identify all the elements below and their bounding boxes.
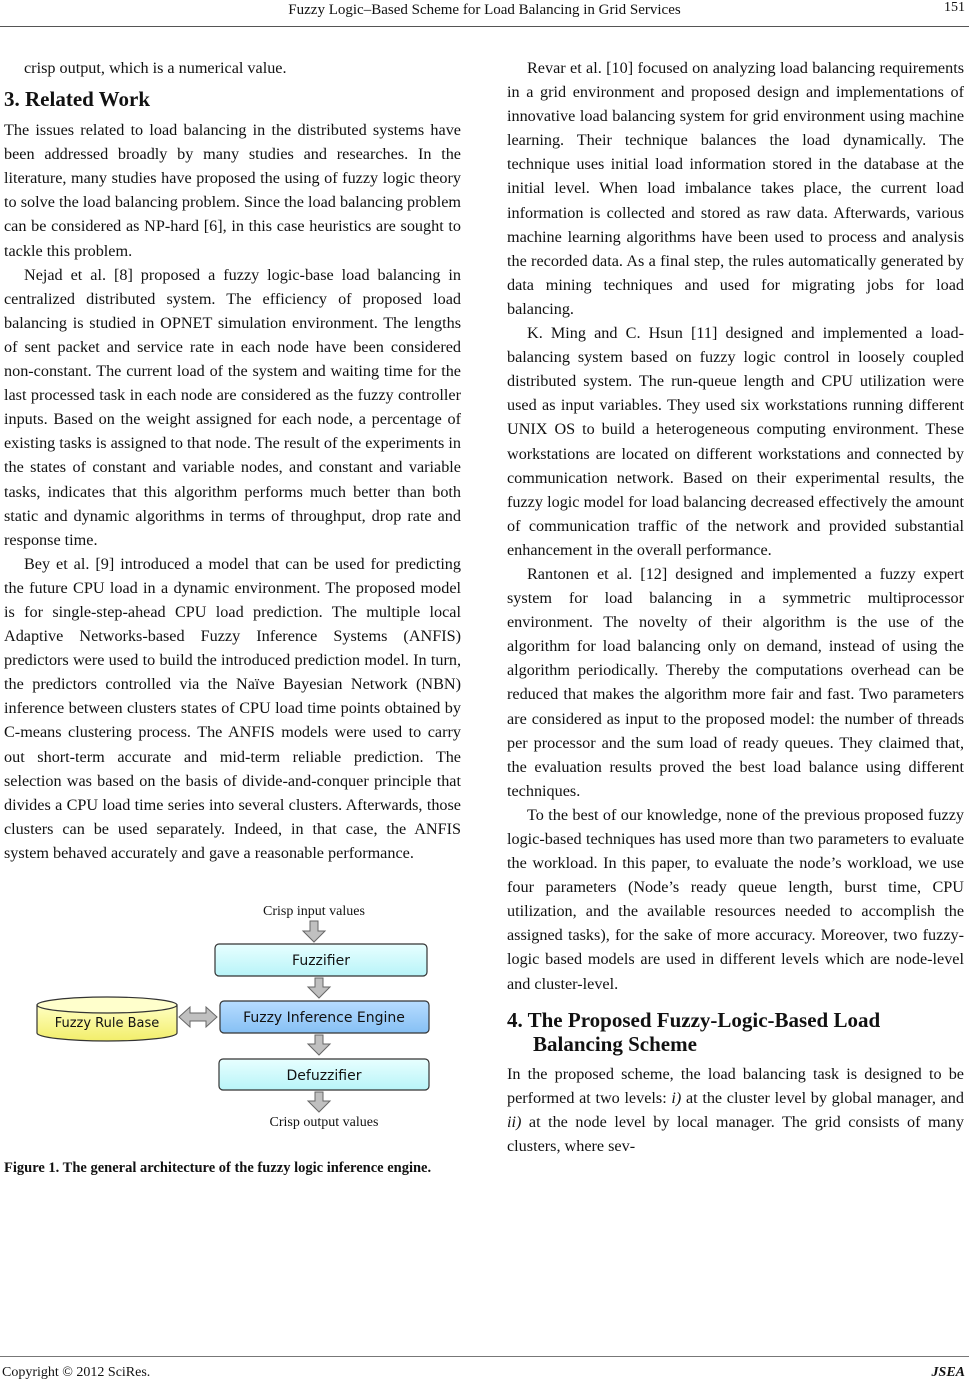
paragraph-continuation: crisp output, which is a numerical value. <box>24 59 287 77</box>
arrow-down-icon <box>308 1035 330 1055</box>
related-work-paragraph-bey: Bey et al. [9] introduced a model that can be used for predicting the future CPU load in a dynamic environment. The proposed model is for single-step-ahead CPU load prediction. The multiple local Adaptive Networks-based Fuzzy Inference Systems (ANFIS) predictors were used to build the introduced prediction model. In turn, the predictors controlled via the Naïve Bayesian Network (NBN) inference between clusters states of CPU load time points obtained by C-means clustering process. The ANFIS models were used to carry out short-term accurate and mid-term reliable prediction. The selection was based on the basis of divide-and-conquer principle that divides a CPU load time series into several clusters. Afterwards, those clusters can be used separately. Indeed, in that case, the ANFIS system behaved accurately and gave a reasonable performance. <box>4 554 461 862</box>
rule-base-label: Fuzzy Rule Base <box>54 1016 160 1031</box>
fuzzifier-label: Fuzzifier <box>292 953 350 969</box>
inference-engine-box <box>220 1001 429 1033</box>
figure-caption: Figure 1. The general architecture of the fuzzy logic inference engine. <box>4 1160 432 1176</box>
defuzzifier-box <box>219 1059 429 1090</box>
related-work-paragraph-1: The issues related to load balancing in the distributed systems have been addressed broadly by many studies and researches. In the literature, many studies have proposed the using of fuzzy logic theory to solve the load balancing problem. Since the load balancing problem can be considered as NP-hard [6], in this case heuristics are sought to tackle this problem. <box>4 121 461 260</box>
inference-engine-label: Fuzzy Inference Engine <box>243 1010 405 1026</box>
related-work-paragraph-rantonen: Rantonen et al. [12] designed and implemented a fuzzy expert system for load balancing in a symmetric multiprocessor environment. The novelty of their algorithm is the use of the algorithm for load balancing only on demand, instead of using the algorithm periodically. Thereby the computations overhead can be reduced that makes the algorithm more fair and fast. Two parameters are considered as input to the proposed model: the number of threads per processor and the sum load of ready queues. They claimed that, the evaluation results proved the best load balance using different techniques. <box>507 564 964 800</box>
crisp-input-label: Crisp input values <box>263 904 365 919</box>
rule-base-cylinder <box>37 997 177 1041</box>
running-title: Fuzzy Logic–Based Scheme for Load Balancing in Grid Services <box>288 2 681 18</box>
double-arrow-icon <box>179 1007 217 1027</box>
italic-marker: ii) <box>507 1112 522 1131</box>
defuzzifier-label: Defuzzifier <box>286 1068 362 1084</box>
related-work-paragraph-nejad: Nejad et al. [8] proposed a fuzzy logic-base load balancing in centralized distributed system. The efficiency of proposed load balancing is studied in OPNET simulation environment. The lengths of sent packet and service rate in each node have been considered non-constant. The current load of the system and waiting time for the last processed task in each node are considered as the fuzzy controller inputs. Based on the weight assigned for each node, a percentage of existing tasks is assigned to that node. The result of the experiments in the states of constant and variable nodes, and constant and variable tasks, indicates that this algorithm performs much better than both static and dynamic algorithms in terms of throughput, drop rate and response time. <box>4 265 461 549</box>
crisp-output-label: Crisp output values <box>269 1115 379 1130</box>
arrow-down-icon <box>303 921 325 942</box>
header-rule <box>0 26 969 27</box>
figure-1 <box>4 899 461 1147</box>
section-3-heading: 3. Related Work <box>4 87 151 112</box>
text-run: at the cluster level by global manager, and <box>681 1088 964 1107</box>
right-column <box>507 56 964 1158</box>
copyright-notice: Copyright © 2012 SciRes. <box>2 1365 151 1380</box>
related-work-paragraph-ming: K. Ming and C. Hsun [11] designed and implemented a load-balancing system based on fuzzy logic control in loosely coupled distributed system. The run-queue length and CPU utilization were used as input variables. They used six workstations running different UNIX OS to build a heterogeneous computing environment. These workstations are located on different workstations and connected by communication network. Based on their experimental results, the fuzzy logic model for load balancing decreased effectively the amount of communication traffic of the network and provided substantial enhancement in the overall performance. <box>507 324 964 559</box>
left-column <box>4 56 461 1178</box>
page-number: 151 <box>944 0 965 15</box>
journal-abbreviation: JSEA <box>931 1365 965 1380</box>
running-header <box>0 0 969 24</box>
fuzzifier-box <box>215 944 427 976</box>
arrow-down-icon <box>308 978 330 998</box>
proposed-scheme-paragraph <box>507 1062 964 1158</box>
fuzzy-inference-diagram <box>4 899 461 1147</box>
italic-marker: i) <box>671 1088 682 1107</box>
text-run: at the node level by local manager. The grid consists of many clusters, where sev- <box>507 1112 964 1155</box>
related-work-paragraph-revar: Revar et al. [10] focused on analyzing load balancing requirements in a grid environment and proposed design and implementations of innovative load balancing system for grid environment using machine learning. Their technique balances the load dynamically. The technique uses initial load information stored in the database at the initial level. When load imbalance takes place, the current load information is collected and stored as raw data. Afterwards, various machine learning algorithms have been used to process and analysis the recorded data. As a final step, the rules automatically generated by data mining techniques and used for migrating jobs for load balancing. <box>507 59 964 318</box>
related-work-summary-paragraph: To the best of our knowledge, none of the previous proposed fuzzy logic-based techniques has used more than two parameters to evaluate the workload. In this paper, to evaluate the node’s workload, we use four parameters (Node’s ready queue length, burst time, CPU utilization, and the available resources needed to accomplish the assigned tasks), for the sake of more accuracy. Moreover, two fuzzy-logic based models are used in different levels which are node-level and cluster-level. <box>507 805 964 993</box>
section-4-heading: 4. The Proposed Fuzzy-Logic-Based Load Balancing Scheme <box>507 1007 881 1056</box>
footer-rule <box>0 1356 969 1357</box>
text-run: In the proposed scheme, the load balancing task is designed to be performed at two levels: <box>507 1064 964 1107</box>
arrow-down-icon <box>308 1092 330 1112</box>
